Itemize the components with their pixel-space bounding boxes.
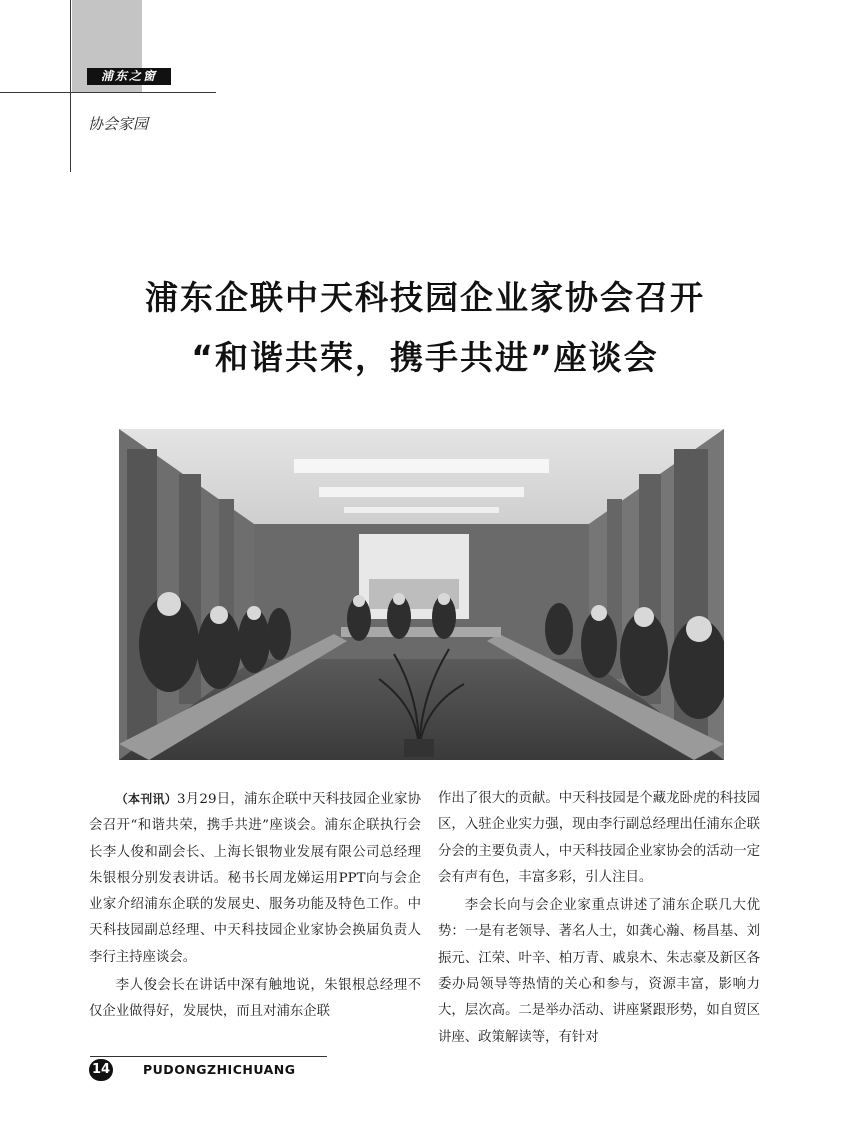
magazine-name-footer: PUDONGZHICHUANG bbox=[143, 1062, 296, 1077]
article-paragraph: （本刊讯）3月29日，浦东企联中天科技园企业家协会召开“和谐共荣，携手共进”座谈会。浦东企联执行会长李人俊和副会长、上海长银物业发展有限公司总经理朱银根分别发表讲话。秘书长周龙娣运用PPT向与会企业家介绍浦东企联的发展史、服务功能及特色工作。中天科技园副总经理、中天科技园企业家协会换届负责人李行主持座谈会。 bbox=[89, 792, 421, 965]
page-number: 14 bbox=[89, 1059, 113, 1081]
article-tag: （本刊讯） bbox=[115, 792, 178, 806]
article-paragraph: 李人俊会长在讲话中深有触地说，朱银根总经理不仅企业做得好，发展快，而且对浦东企联 bbox=[89, 978, 421, 1020]
article-column-left bbox=[89, 786, 421, 1026]
footer-rule bbox=[90, 1056, 327, 1057]
article-title-line2: “和谐共荣，携手共进”座谈会 bbox=[191, 338, 659, 377]
header-vertical-rule bbox=[70, 0, 71, 172]
meeting-photo bbox=[119, 429, 724, 760]
article-paragraph: 李会长向与会企业家重点讲述了浦东企联几大优势：一是有老领导、著名人士，如龚心瀚、杨昌基、刘振元、江荣、叶辛、柏万青、戚泉木、朱志豪及新区各委办局领导等热情的关心和参与，资源丰富，影响力大，层次高。二是举办活动、讲座紧跟形势，如自贸区讲座、政策解读等，有针对 bbox=[438, 898, 760, 1045]
article-column-right bbox=[438, 786, 760, 1051]
section-label: 协会家园 bbox=[88, 115, 149, 133]
magazine-brand: 浦东之窗 bbox=[87, 68, 171, 85]
article-title-line1: 浦东企联中天科技园企业家协会召开 bbox=[145, 278, 705, 317]
article-paragraph: 作出了很大的贡献。中天科技园是个藏龙卧虎的科技园区，入驻企业实力强，现由李行副总经理出任浦东企联分会的主要负责人，中天科技园企业家协会的活动一定会有声有色，丰富多彩，引人注目。 bbox=[438, 791, 760, 885]
header-horizontal-rule bbox=[0, 92, 216, 93]
